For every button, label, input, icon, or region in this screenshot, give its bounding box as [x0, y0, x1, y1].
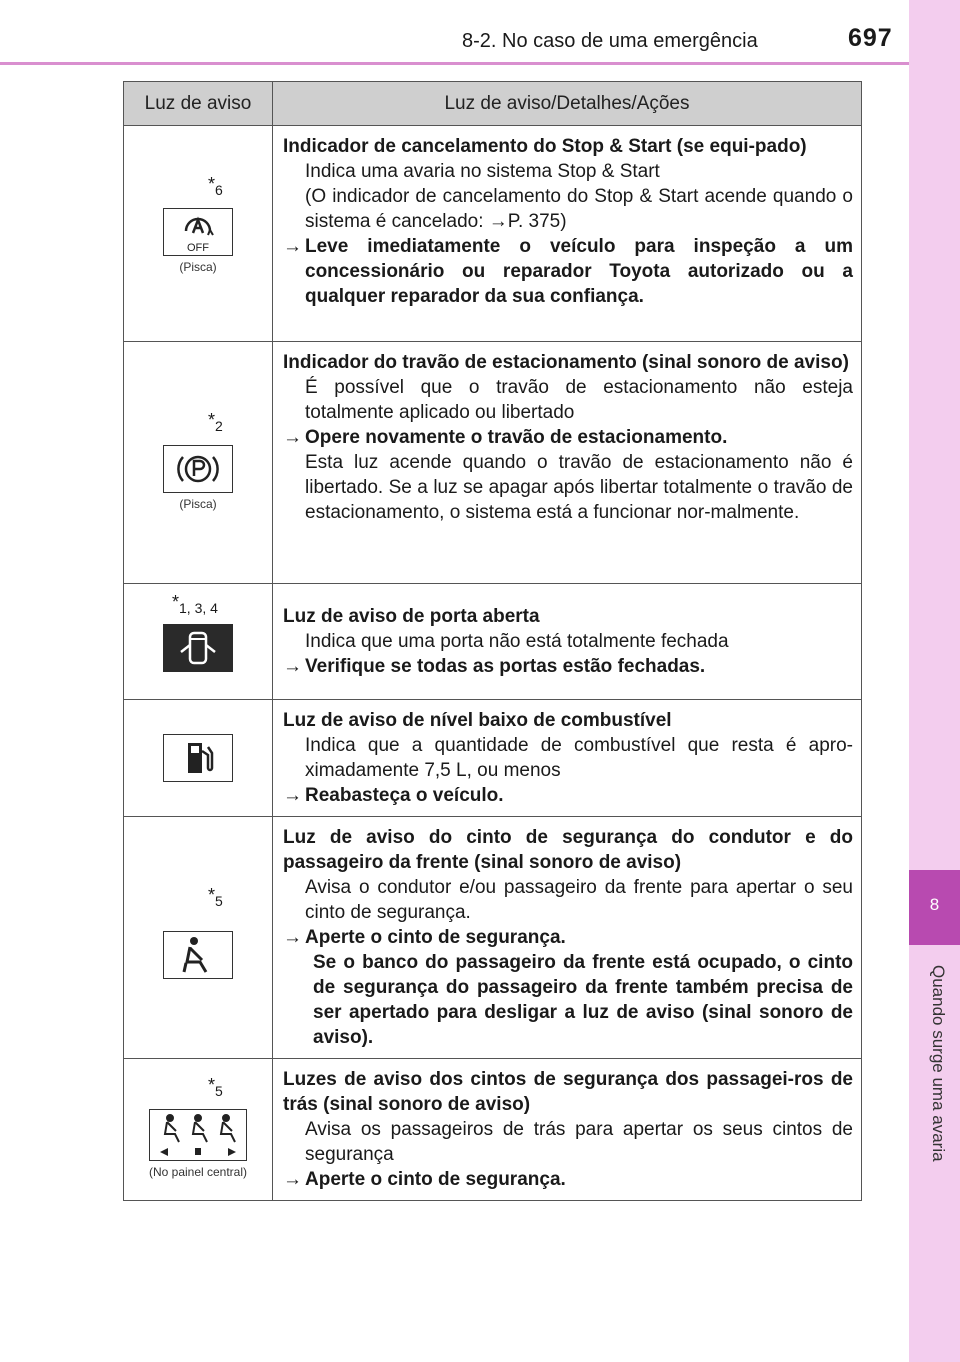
icon-cell [124, 817, 273, 1059]
row-action: → Aperte o cinto de segurança. [283, 1169, 566, 1190]
footnote-marker: $*_2$ [208, 410, 223, 434]
chapter-number: 8 [929, 895, 940, 914]
row-title: Luz de aviso do cinto de segurança do condutor e do passageiro da frente (sinal sonoro de aviso) [283, 827, 853, 873]
table-row [124, 817, 862, 1059]
table-row [124, 1059, 862, 1201]
footnote-marker: $*_6$ [208, 174, 223, 198]
table-row [124, 700, 862, 817]
table-header-row [124, 82, 862, 126]
row-description: Avisa o condutor e/ou passageiro da frente para apertar o seu cinto de segurança. [305, 877, 853, 923]
column-header-details: Luz de aviso/Detalhes/Ações [273, 82, 862, 126]
seatbelt-icon [163, 931, 233, 979]
row-description: Indica que a quantidade de combustível que resta é apro-ximadamente 7,5 L, ou menos [305, 735, 853, 781]
rear-seatbelts-icon [149, 1109, 247, 1161]
details-cell [273, 817, 862, 1059]
icon-cell [124, 700, 273, 817]
footnote-marker: $*_5$ [208, 885, 223, 909]
icon-caption: (Pisca) [179, 259, 217, 274]
door-open-icon [163, 624, 233, 672]
table-row [124, 126, 862, 342]
svg-text:OFF: OFF [187, 241, 209, 254]
row-title: Luz de aviso de porta aberta [283, 606, 540, 627]
row-action: → Opere novamente o travão de estacionamento. [283, 427, 728, 448]
section-title: 8-2. No caso de uma emergência [462, 30, 758, 52]
row-title: Luz de aviso de nível baixo de combustível [283, 710, 672, 731]
icon-caption: (No painel central) [148, 1164, 248, 1179]
icon-cell [124, 342, 273, 584]
row-note: Esta luz acende quando o travão de estacionamento não é libertado. Se a luz se apagar após libertar totalmente o travão de estacionamento, o sistema está a funcionar nor-malmente. [305, 452, 853, 523]
details-cell [273, 1059, 862, 1201]
icon-cell [124, 126, 273, 342]
details-cell [273, 584, 862, 700]
warning-lights-table [123, 81, 862, 1201]
column-header-icon: Luz de aviso [124, 82, 273, 126]
row-note: Se o banco do passageiro da frente está ocupado, o cinto de segurança do passageiro da frente também precisa de ser apertado para desligar a luz de aviso (sinal sonoro de aviso). [313, 952, 853, 1048]
row-action: → Reabasteça o veículo. [283, 785, 504, 806]
row-title: Luzes de aviso dos cintos de segurança dos passagei-ros de trás (sinal sonoro de aviso) [283, 1069, 853, 1115]
row-description: É possível que o travão de estacionamento não esteja totalmente aplicado ou libertado [305, 377, 853, 423]
row-description: Avisa os passageiros de trás para apertar os seus cintos de segurança [305, 1119, 853, 1165]
table-row [124, 342, 862, 584]
icon-caption: (Pisca) [179, 496, 217, 511]
row-action: → Leve imediatamente o veículo para inspeção a um concessionário ou reparador Toyota autorizado ou a qualquer reparador da sua confiança. [283, 236, 853, 307]
details-cell [273, 700, 862, 817]
chapter-title: Quando surge uma avaria [929, 965, 948, 1162]
table-row [124, 584, 862, 700]
footnote-marker: $*_5$ [208, 1075, 223, 1099]
icon-cell [124, 584, 273, 700]
stop-start-off-icon [163, 208, 233, 256]
row-title: Indicador de cancelamento do Stop & Start (se equi-pado) [283, 136, 807, 157]
parking-brake-icon [163, 445, 233, 493]
row-title: Indicador do travão de estacionamento (sinal sonoro de aviso) [283, 352, 849, 373]
row-action: → Verifique se todas as portas estão fechadas. [283, 656, 706, 677]
row-description: Indica que uma porta não está totalmente fechada [305, 631, 729, 652]
row-description: Indica uma avaria no sistema Stop & Start [305, 161, 660, 182]
row-action: → Aperte o cinto de segurança. [283, 927, 566, 948]
details-cell [273, 342, 862, 584]
footnote-marker: $*_{1, 3, 4}$ [172, 592, 218, 616]
icon-cell [124, 1059, 273, 1201]
page-number: 697 [848, 24, 893, 52]
fuel-pump-icon [163, 734, 233, 782]
row-description-note: (O indicador de cancelamento do Stop & Start acende quando o sistema é cancelado: →P. 375) [305, 186, 853, 232]
header-rule [0, 62, 960, 65]
details-cell [273, 126, 862, 342]
